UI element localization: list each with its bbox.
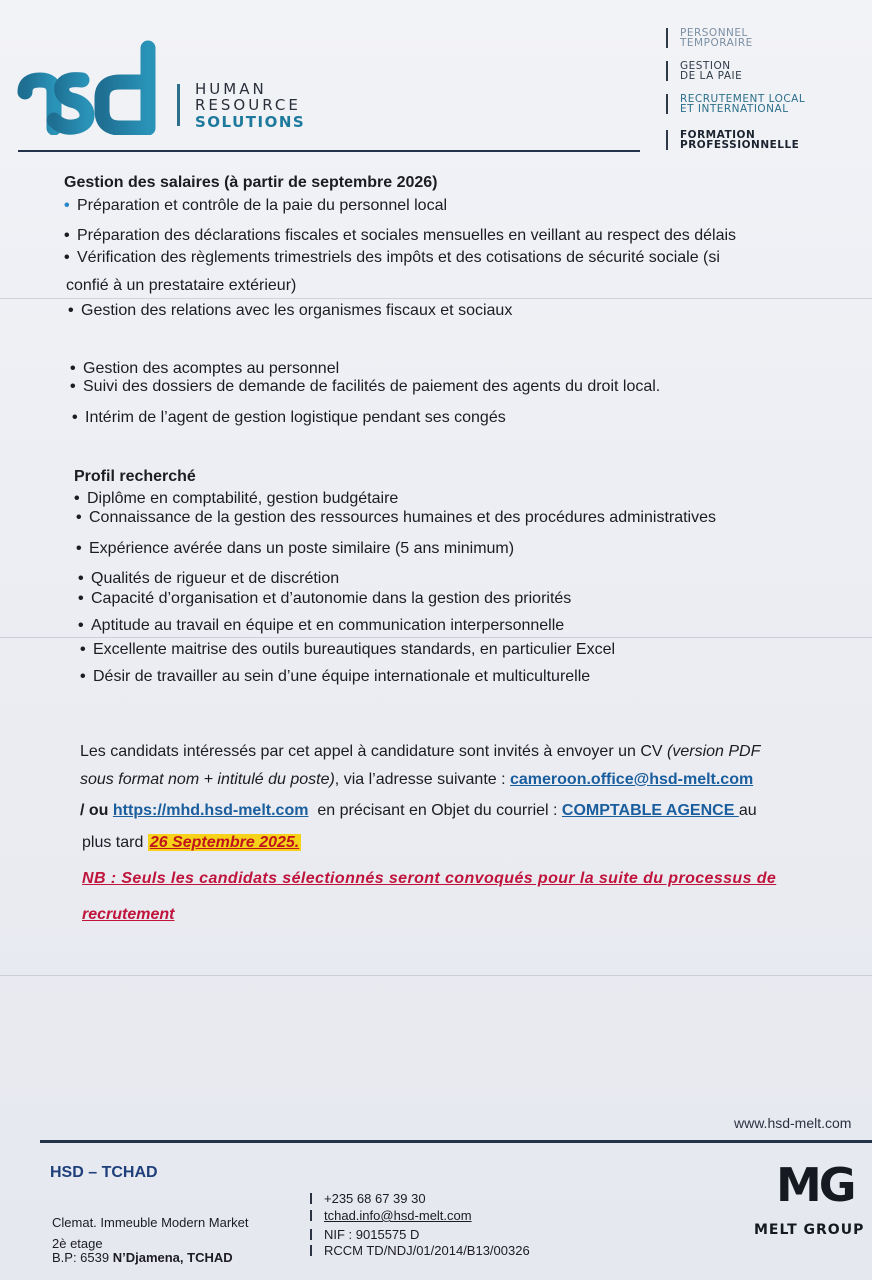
footer-address-2: 2è etage: [52, 1236, 103, 1251]
text: (version PDF: [667, 743, 761, 760]
footer-phone: [310, 1191, 426, 1206]
text: au: [738, 802, 757, 819]
separator: [310, 1229, 312, 1240]
list-item: • Excellente maitrise des outils bureautiques standards, en particulier Excel: [80, 641, 615, 659]
list-item: • Capacité d’organisation et d’autonomie dans la gestion des priorités: [78, 590, 571, 608]
logo-text-solutions: SOLUTIONS: [195, 113, 306, 131]
list-item: • Préparation des déclarations fiscales et sociales mensuelles en veillant au respect des délais: [64, 227, 736, 245]
melt-group-logo-icon: MG: [776, 1158, 854, 1212]
footer-email-link[interactable]: tchad.info@hsd-melt.com: [324, 1208, 472, 1223]
list-item: • Diplôme en comptabilité, gestion budgétaire: [74, 490, 398, 508]
header-rule: [18, 150, 640, 152]
text: / ou: [80, 802, 113, 819]
footer-org-name: HSD – TCHAD: [50, 1164, 158, 1181]
paper-fold: [0, 298, 872, 299]
list-item: • Préparation et contrôle de la paie du personnel local: [64, 197, 447, 215]
hsd-logo-icon: [16, 40, 166, 135]
text: plus tard: [82, 834, 148, 851]
list-item: • Aptitude au travail en équipe et en communication interpersonnelle: [78, 617, 564, 635]
list-item: • Gestion des relations avec les organismes fiscaux et sociaux: [68, 302, 512, 320]
service-training: [666, 130, 799, 150]
footer-email: [310, 1208, 472, 1223]
footer-address-3: [52, 1250, 233, 1265]
section-salary-title: Gestion des salaires (à partir de septembre 2026): [64, 174, 438, 191]
text: sous format nom + intitulé du poste): [80, 771, 335, 788]
separator: [310, 1210, 312, 1221]
service-line: RECRUTEMENT LOCAL: [680, 93, 806, 105]
section-profile-title: Profil recherché: [74, 468, 196, 485]
footer-nif: [310, 1227, 419, 1242]
list-item: • Vérification des règlements trimestriels des impôts et des cotisations de sécurité sociale (si: [64, 249, 720, 267]
service-line: DE LA PAIE: [680, 70, 743, 82]
text: Les candidats intéressés par cet appel à candidature sont invités à envoyer un CV: [80, 743, 668, 760]
list-item: • Connaissance de la gestion des ressources humaines et des procédures administratives: [76, 509, 716, 527]
text: B.P: 6539: [52, 1250, 113, 1265]
list-item: • Suivi des dossiers de demande de facilités de paiement des agents du droit local.: [70, 378, 660, 396]
text: NIF : 9015575 D: [324, 1227, 420, 1242]
paper-fold: [0, 975, 872, 976]
melt-group-name: MELT GROUP: [754, 1222, 865, 1238]
paper-fold: [0, 637, 872, 638]
footer-website[interactable]: www.hsd-melt.com: [734, 1115, 852, 1131]
subject-text: COMPTABLE AGENCE: [561, 802, 739, 819]
service-payroll: [666, 61, 742, 81]
service-recruitment: [666, 94, 805, 114]
application-line-3: [80, 797, 757, 825]
website-link[interactable]: https://mhd.hsd-melt.com: [112, 802, 309, 819]
service-line: PERSONNEL: [680, 27, 748, 39]
application-line-4: [82, 829, 301, 857]
text: +235 68 67 39 30: [324, 1191, 426, 1206]
nb-notice-line-2: recrutement: [82, 906, 175, 923]
separator: [310, 1245, 312, 1256]
footer-address-1: Clemat. Immeuble Modern Market: [52, 1215, 249, 1230]
list-item: • Intérim de l’agent de gestion logistique pendant ses congés: [72, 409, 506, 427]
service-line: TEMPORAIRE: [680, 37, 753, 49]
footer-rccm: [310, 1243, 530, 1258]
logo-divider: [177, 84, 180, 126]
service-line: GESTION: [680, 60, 731, 72]
text: en précisant en Objet du courriel :: [308, 802, 562, 819]
text: N’Djamena, TCHAD: [112, 1250, 233, 1265]
list-item-continuation: confié à un prestataire extérieur): [66, 277, 297, 294]
service-line: PROFESSIONNELLE: [680, 139, 800, 151]
service-line: FORMATION: [680, 129, 756, 141]
application-line-1: [80, 738, 760, 766]
list-item: • Expérience avérée dans un poste similaire (5 ans minimum): [76, 540, 514, 558]
separator: [310, 1193, 312, 1204]
deadline-highlight: 26 Septembre 2025.: [149, 834, 300, 851]
logo-text-human: HUMAN: [195, 80, 267, 98]
application-line-2: [80, 766, 753, 794]
text: , via l’adresse suivante :: [334, 771, 510, 788]
text: RCCM TD/NDJ/01/2014/B13/00326: [324, 1243, 530, 1258]
list-item: • Désir de travailler au sein d’une équipe internationale et multiculturelle: [80, 668, 590, 686]
email-link[interactable]: cameroon.office@hsd-melt.com: [510, 771, 754, 788]
list-item: • Qualités de rigueur et de discrétion: [78, 570, 339, 588]
footer-rule: [40, 1140, 872, 1143]
nb-notice-line-1: NB : Seuls les candidats sélectionnés seront convoqués pour la suite du processus de: [82, 870, 777, 887]
service-line: ET INTERNATIONAL: [680, 103, 789, 115]
service-temporary-staff: [666, 28, 753, 48]
list-item: • Gestion des acomptes au personnel: [70, 360, 339, 378]
logo-text-resource: RESOURCE: [195, 96, 301, 114]
